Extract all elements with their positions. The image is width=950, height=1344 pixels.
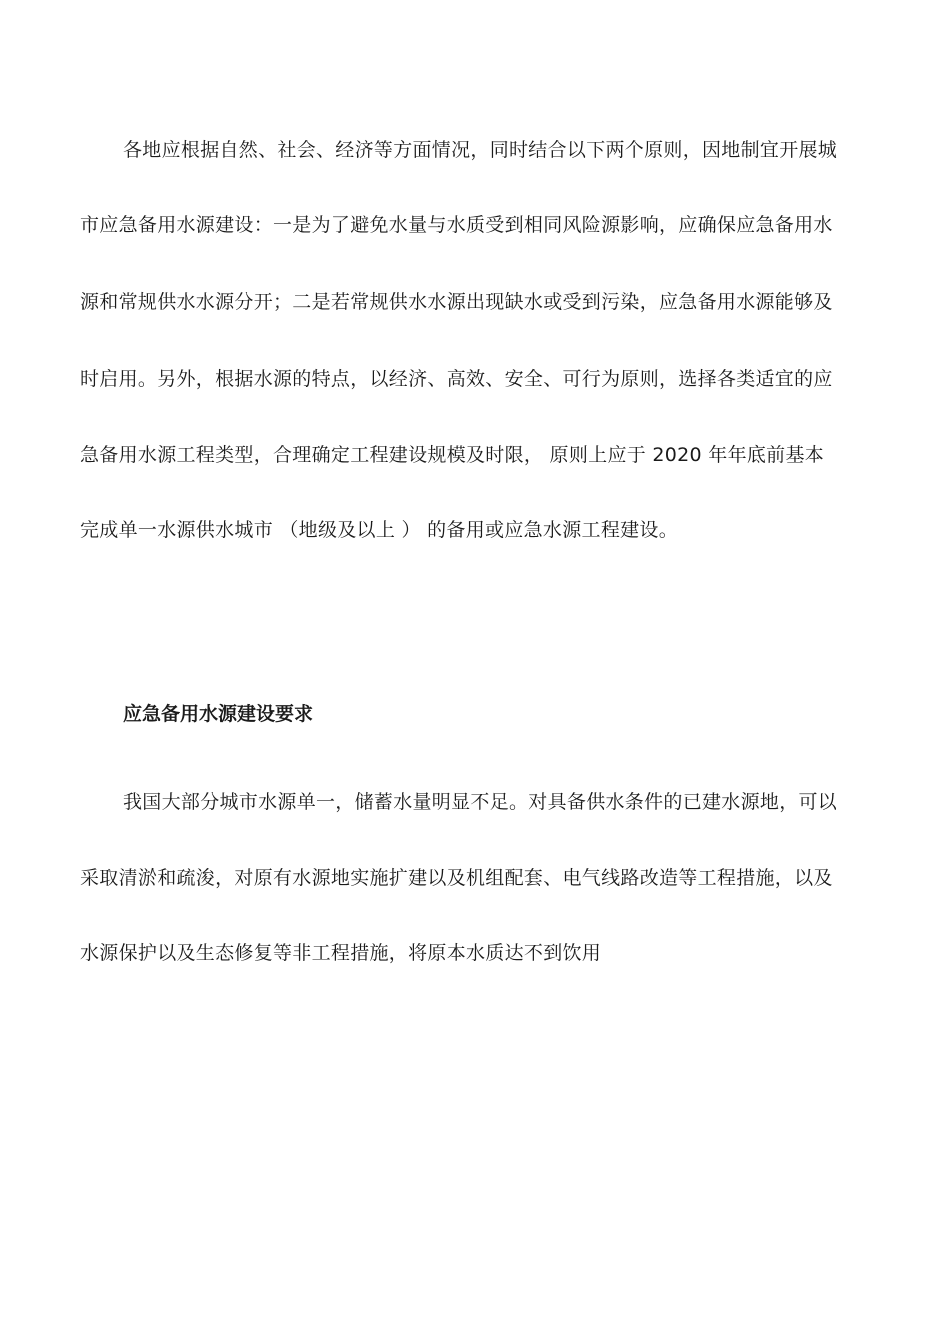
section-heading: 应急备用水源建设要求 xyxy=(123,703,314,725)
paragraph-line: 各地应根据自然、社会、经济等方面情况，同时结合以下两个原则，因地制宜开展城 xyxy=(123,139,838,161)
paragraph-line: 市应急备用水源建设：一是为了避免水量与水质受到相同风险源影响，应确保应急备用水 xyxy=(80,214,833,236)
paragraph-line: 我国大部分城市水源单一，储蓄水量明显不足。对具备供水条件的已建水源地，可以 xyxy=(123,791,838,813)
paragraph-line: 急备用水源工程类型，合理确定工程建设规模及时限， 原则上应于 2020 年年底前基本 xyxy=(80,444,825,466)
paragraph-line: 采取清淤和疏浚，对原有水源地实施扩建以及机组配套、电气线路改造等工程措施，以及 xyxy=(80,867,833,889)
paragraph-line: 完成单一水源供水城市 （地级及以上 ） 的备用或应急水源工程建设。 xyxy=(80,519,679,541)
paragraph-line: 源和常规供水水源分开；二是若常规供水水源出现缺水或受到污染，应急备用水源能够及 xyxy=(80,291,833,313)
paragraph-line: 水源保护以及生态修复等非工程措施，将原本水质达不到饮用 xyxy=(80,942,602,964)
paragraph-line: 时启用。另外，根据水源的特点，以经济、高效、安全、可行为原则，选择各类适宜的应 xyxy=(80,368,833,390)
